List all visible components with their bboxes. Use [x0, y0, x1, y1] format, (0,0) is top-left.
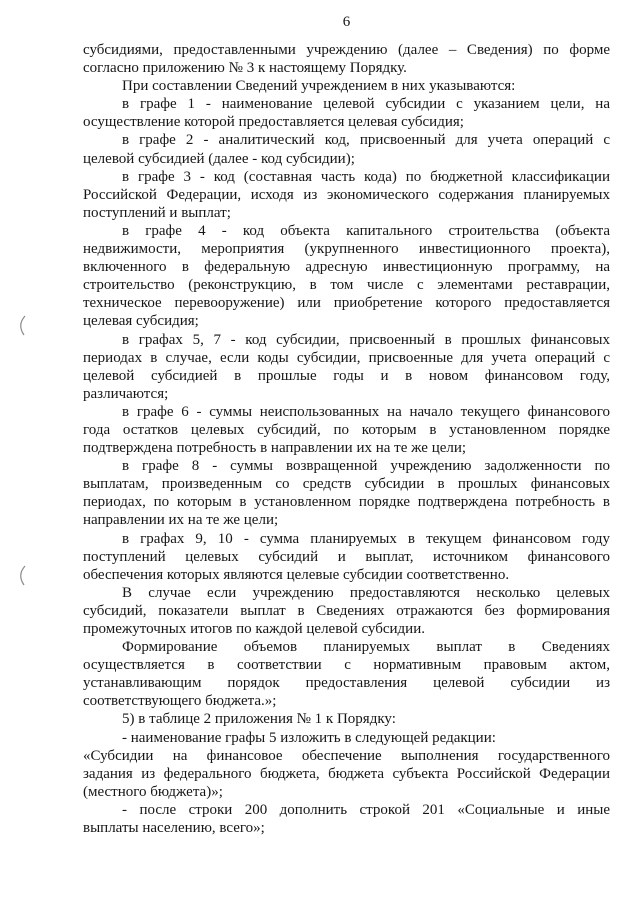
text-line: поступлений целевых субсидий и выплат, источником финансового — [83, 548, 610, 565]
text-line: в графах 9, 10 - сумма планируемых в текущем финансовом году — [122, 530, 610, 547]
paragraph — [83, 41, 610, 77]
text-line: субсидий, показатели выплат в Сведениях отражаются без формирования — [83, 602, 610, 619]
document-body — [83, 41, 610, 837]
text-line: Формирование объемов планируемых выплат в Сведениях — [122, 639, 610, 656]
paragraph — [83, 530, 610, 584]
text-line: «Субсидии на финансовое обеспечение выполнения государственного — [83, 747, 610, 764]
text-line: в графе 6 - суммы неиспользованных на начало текущего финансового — [122, 403, 610, 420]
text-line: поступлений и выплат; — [83, 204, 231, 221]
page-number: 6 — [342, 14, 351, 30]
text-line: в графе 1 - наименование целевой субсидии с указанием цели, на — [122, 96, 610, 113]
text-line: 5) в таблице 2 приложения № 1 к Порядку: — [122, 711, 396, 728]
paragraph — [83, 710, 610, 728]
paragraph — [83, 747, 610, 801]
paragraph — [83, 222, 610, 331]
text-line: включенного в федеральную адресную инвестиционную программу, на — [83, 259, 610, 276]
text-line: техническое перевооружение) или приобретение которого предоставляется — [83, 295, 610, 312]
paragraph — [83, 729, 610, 747]
text-line: целевой субсидией (далее - код субсидии); — [83, 150, 355, 167]
text-line: строительство (реконструкцию, в том числе с элементами реставрации, — [83, 277, 610, 294]
text-line: периодах в случае, если коды субсидии, присвоенные для учета операций с — [83, 349, 610, 366]
paragraph — [83, 801, 610, 837]
text-line: обеспечения которых являются целевые субсидии соответственно. — [83, 566, 510, 583]
text-line: устанавливающим порядок предоставления целевой субсидии из — [83, 675, 610, 692]
text-line: согласно приложению № 3 к настоящему Порядку. — [83, 60, 407, 77]
text-line: соответствующего бюджета.»; — [83, 693, 277, 710]
paragraph — [83, 403, 610, 457]
text-line: осуществление которой предоставляется целевая субсидия; — [83, 114, 464, 131]
punch-mark — [21, 566, 25, 585]
text-line: субсидиями, предоставленными учреждению (далее – Сведения) по форме — [83, 42, 610, 58]
paragraph — [83, 584, 610, 638]
text-line: промежуточных итогов по каждой целевой субсидии. — [83, 621, 425, 637]
paragraph — [83, 95, 610, 131]
text-line: в графах 5, 7 - код субсидии, присвоенный в прошлых финансовых — [122, 331, 610, 348]
text-line: (местного бюджета)»; — [83, 783, 223, 800]
text-line: направлении их на те же цели; — [83, 512, 279, 529]
paragraph — [83, 331, 610, 403]
text-line: задания из федерального бюджета, бюджета субъекта Российской Федерации — [83, 765, 610, 782]
paragraph — [83, 77, 610, 95]
text-line: В случае если учреждению предоставляются несколько целевых — [122, 584, 610, 601]
text-line: различаются; — [83, 385, 169, 402]
text-line: осуществляется в соответствии с нормативным правовым актом, — [83, 657, 610, 674]
text-line: целевой субсидией в прошлые годы и в новом финансовом году, — [83, 367, 610, 384]
text-line: в графе 2 - аналитический код, присвоенный для учета операций с — [122, 132, 610, 149]
text-line: в графе 3 - код (составная часть кода) по бюджетной классификации — [122, 168, 610, 185]
paragraph — [83, 457, 610, 529]
text-line: Российской Федерации, исходя из экономического содержания планируемых — [83, 186, 610, 203]
punch-mark — [21, 316, 25, 335]
paragraph — [83, 131, 610, 167]
text-line: подтверждена потребность в направлении их на те же цели; — [83, 440, 467, 457]
text-line: года остатков целевых субсидий, по которым в установленном порядке — [83, 421, 610, 438]
paragraph — [83, 168, 610, 222]
text-line: При составлении Сведений учреждением в них указываются: — [122, 78, 516, 95]
text-line: в графе 8 - суммы возвращенной учреждению задолженности по — [122, 458, 610, 475]
paragraph — [83, 638, 610, 710]
text-line: периодах, по которым в установленном порядке подтверждена потребность в — [83, 494, 610, 511]
text-line: выплатам, произведенным со средств субсидии в прошлых финансовых — [83, 476, 610, 493]
text-line: выплаты населению, всего»; — [83, 820, 265, 837]
text-line: целевая субсидия; — [83, 313, 199, 330]
text-line: в графе 4 - код объекта капитального строительства (объекта — [122, 222, 610, 239]
text-line: недвижимости, мероприятия (укрупненного инвестиционного проекта), — [83, 241, 610, 258]
text-line: - наименование графы 5 изложить в следующей редакции: — [122, 729, 496, 746]
text-line: - после строки 200 дополнить строкой 201 «Социальные и иные — [122, 801, 610, 818]
